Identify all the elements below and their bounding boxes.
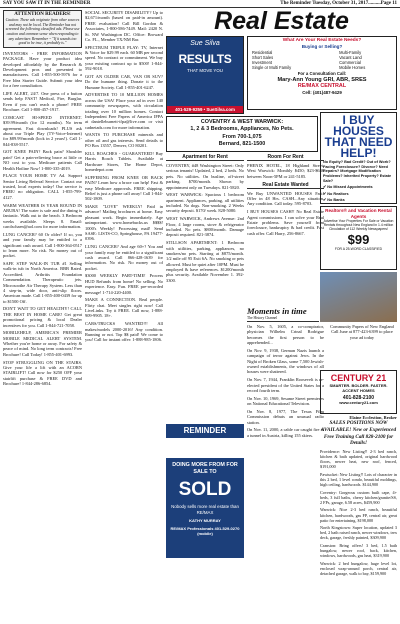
classified-ad: WARM WEATHER IS YEAR ROUND IN ARUBA! The water is safe and the dining is fantastic. Walk out to the beach. 3 Bedroom weeks available. Sleeps 8. Email: carolschaen@aol.com for more information. [3, 202, 82, 230]
bullet-item: ✔ No Banks [323, 198, 345, 203]
classified-ad: INVENTORS - FREE INFORMATION PACKAGE. Have your product idea developed affordably by the Research & Development pros and presented to manufacturers. Call 1-855-500-5976 for a Free Idea Starter Guide. Submit your idea for a free consultation. [3, 50, 82, 89]
classified-ad: SUFFERING FROM KNEE OR BACK PAIN? Learn how a brace can help! Fast & easy Medicare approvals. FREE shipping. Relief is just a phone call away! Call 1-844-502-1809. [85, 174, 163, 202]
attention-box [3, 10, 82, 48]
vacation-note [327, 324, 397, 368]
classified-ad: LUNG CANCER? 60 Or older? If so, you and your family may be entitled to a significant cash award. Call 1-800-364-0517 to learn more. No risk. No money out of pocket. [3, 231, 82, 259]
listing-item: Pawtucket: New Listing!! Lots of character in this 2 bed, 1 level condo, beautiful moldings, high ceiling, hardwoods. $144,900 [320, 471, 397, 488]
reminder-logo: REMINDER [166, 424, 244, 438]
classified-ad: PLACE YOUR HOME TV Ad. Support Senior Living Referral Service: Contact our trusted, local experts today! Our service is FREE/ no obligation. CALL 1-855-799-4127. [3, 173, 82, 200]
classified-ad: MAKE "LOVE" WEEKLY! Paid in advance! Mailing brochures at home. Easy pleasant work. Begin immediately. Age unimportant. www.homebucks.us $$$$! 1000's Weekly! Processing mail! Send SASE: LISTS-CO, Springhouse, PA 19477-0396. [85, 204, 163, 242]
agent-name: Mary-Ann Young GRI, ABR, SRES [277, 76, 367, 83]
classified-ad: ADVERTISE TO 10 MILLION HOMES across the USA! Place your ad in over 140 community newspapers, with circulation totaling over 10 million homes. Contact Independent Free Papers of America IFPA at danielleburnett-ifpa@live.com or visit cadnetads.com for more information. [85, 92, 163, 130]
apartment-column [166, 154, 244, 420]
attention-body: Caution: These ads originate from other sources and may not be local. The Reminder has not screened the following classified ads. Please use caution and common sense when responding to any advertiser. Remember ~ "If it sounds too good to be true, it probably is." [5, 18, 80, 46]
moment-item: On Nov. 7, 1944, Franklin Roosevelt is re-elected president of the United States for a record fourth term. [247, 377, 324, 393]
header-date-page: The Reminder Tuesday, October 31, 2017..........Page 11 [280, 1, 397, 6]
ad-line: From 700-1,075 [222, 133, 262, 140]
brokerage-logo: RE/MAX CENTRAL [297, 83, 347, 90]
real-estate-needs-ad [247, 36, 397, 110]
service-list [248, 50, 396, 70]
classified-ad: COVENTRY, #48 Washington Street: Only serious tenants! Updated, 2 bed, 2 beds. No pets. No utilities. On busline, off-street parking. $700/month. Shown by appointment only on Tuesdays. 821-5820. [166, 163, 244, 190]
classified-ad: WEST WARWICK: Spacious 1 bedroom apartment. Appliances, parking, all utilities included. No dogs. Non-smoking. 2 Weeks security deposit. $170/ week. 828-5080. [166, 192, 244, 214]
section-heading: Real Estate Wanted [247, 182, 324, 189]
brand-tagline: SMARTER. BOLDER. FASTER. [329, 382, 388, 388]
section-heading: Room For Rent [247, 154, 324, 161]
moment-item: On Nov. 10, 1969, Sesame Street premieres on National Educational Television. [247, 395, 324, 407]
consult-label: For a Consultation Call: [297, 71, 347, 77]
section-title: Real Estate [214, 7, 349, 35]
vacation-photo [320, 272, 397, 322]
classified-ad: DON'T WAIT TO GET HEALTHY! CALL THE BEST IN HOME CARE! Get great promotional pricing & local Dealer incentives for you. Call 1-844-721-7058. [3, 306, 82, 328]
classified-ad: WANTS TO PURCHASE minerals and other oil and gas interests. Send details to PO Box 13557, Denver, CO 80201. [85, 132, 163, 149]
ad-price: $99 [347, 231, 370, 247]
moment-item: On Nov. 8, 1977, The Texas Film Commission debuts an unusual radio station. [247, 408, 324, 425]
ad-headline: RESULTS [178, 51, 232, 66]
classified-ad: KILL ROACHES - GUARANTEED! Buy Harris Roach Tablets. Available at Hardware Stores, The Home Depot, homedepot.com [85, 150, 163, 173]
ad-note: Community Papers of New England Call June at 877-423-6399 to place your ad today [330, 324, 394, 340]
ad-line: 1, 2 & 3 Bedrooms, Appliances, No Pets. [190, 126, 294, 133]
classified-ad: $3000 WEEKLY PART-TIME! Process HUD Refunds from home! No selling. No experience. Easy. Fun. FREE pre-recorded message! 1-714-220-4400. [85, 273, 163, 295]
classified-ad: I BUY HOUSES CASH!! No Real Estate Agent commissions. I can solve your Real Estate problems. Save yourself from foreclosure, bankruptcy & bad credit. Fast cash offer. Call Harry, 256-8667. [247, 209, 324, 236]
classified-ad: We Buy UNWANTED HOUSES Fast! Offer in 48 Hrs. CASH...Any situation. Any condition. Call today. 595-8703. [247, 190, 324, 207]
ad-headline: I BUY HOUSES THAT NEED HELP! [324, 113, 393, 160]
moment-item: On Nov. 11, 2000, a cable car caught fire in a tunnel in Austria, killing 155 skiers. [247, 427, 324, 438]
broker-caption: Elaine Ecclestion, Broker [349, 415, 397, 420]
ad-title: What Are Your Real Estate Needs? [282, 38, 362, 43]
service-item: Multi-Family [339, 50, 362, 56]
classified-ad: LUNG CANCER? And age 60+? You and your family may be entitled to a significant cash award. Call 866-428-1639 for information. No risk. No money out of pocket. [85, 244, 163, 271]
century21-ad [320, 370, 397, 414]
agent-contact: RE/MAX Professionals 401-529-0270 (mobile) [170, 526, 240, 537]
service-item: Commercial [339, 60, 361, 66]
service-item: Residential [252, 50, 273, 56]
ad-line: COVENTRY & WEST WARWICK: [200, 119, 284, 125]
ad-phone: 401-529-9259 • SueSilva.com [167, 106, 243, 113]
classified-ad: LIFE ALERT, 24/7. One press of a button sends help FAST! Medical, Fire, Burglar. Even if you can't reach a phone! FREE Brochure. Call 1-800-457-1917. [3, 90, 82, 112]
service-item: Mobile Homes [339, 65, 366, 71]
agent-name: Sue Silva [190, 40, 220, 47]
classified-ad: STILLSON APARTMENT: 1 Bedroom with utilities, parking, appliances, no smokers/no pets. Starting at $875/month. 1/2 mile off 95 Exit 6A. No smoking or pets allowed. Must be quiet after 10PM. Must be employed & have references. $1200/month plus security. Available November 1. 392-3300. [166, 240, 244, 283]
listings-column [320, 420, 397, 578]
classified-ad: MOBILEHELP, AMERICA'S PREMIER MOBILE MEDICAL ALERT SYSTEM. Whether you're home or away. For safety & peace of mind. No long term contracts! Free Brochure! Call Today! 1-855-401-6993. [3, 330, 82, 357]
header-tagline: SAY YOU SAW IT IN THE REMINDER [3, 1, 91, 6]
ad-subtext: No Equity? Bad Credit? Out of Work? Facing Foreclosure? Divorce? Need Repairs? Mortgage Modification Problems? Inherited Property? Estate Sale? [323, 160, 392, 183]
agency-phone: 401-828-2100 [342, 394, 375, 401]
bullet-item: ✔ No Missed Appointments [323, 185, 373, 190]
agent-phone: Cell: (401)487-9429 [302, 90, 342, 96]
classified-column-2 [85, 10, 163, 622]
classified-ad: GOT KNEE PAIN? Back pain? Shoulder pain? Get a pain-relieving brace at little or NO cost to you. Medicare patients Call Health Hotline Now! 1-800-335-4019. [3, 149, 82, 171]
moment-item: On Nov. 9, 1938, German Nazis launch a campaign of terror against Jews. In the Night of Broken Glass, some 7,500 Jewish-owned establishments, the windows of all houses were shattered. [247, 347, 324, 375]
classified-ad: WEST WARWICK, Andrews Avenue: 2nd Floor, 4 large rooms, stove & refrigerator included. No pets. $800/month. Damage deposit required. 821-3874. [166, 216, 244, 238]
classified-ad: MAKE A CONNECTION. Real people. Flirty chat. Meet singles right now! Call LiveLinks. Try it FREE. Call now, 1-888-909-9905. 18+. [85, 297, 163, 319]
attention-title: ATTENTION READERS! [14, 12, 71, 17]
listing-item: Coventry: Gorgeous custom built cape, 4+ beds, 3 full baths, cherry kitchen/granite/SS, 2 FPs, garage, 6.58 acres, $459,900 [320, 489, 397, 505]
section-heading: Apartment for Rent [166, 154, 244, 161]
moments-in-time-title [247, 306, 319, 322]
ad-subtext: Advertise Your Properties For Sale or Vacation Rentals throughout New England in 1.4 million Circulation of 112 Weekly Newspapers! [323, 219, 394, 232]
ad-subtitle: Buying or Selling? [301, 43, 343, 49]
ad-line: Nobody sells more real estate than RE/MAX [171, 504, 239, 515]
service-item: Investment [252, 60, 273, 66]
classified-ad: COMCAST HI-SPEED INTERNET. $39.99/month (for 12 months). No term agreement. Fast downloads! PLUS ask about our Triple Play (TV-Voice-Internet) for $89.99/month (lock in 2 years!). Call 1-844-838-5517. [3, 114, 82, 147]
room-estate-column [247, 154, 324, 304]
classified-ad: PHENIX HOTEL, 18 Highland Street, West Warwick: Monthly $450; $23-$636 between Noon-5PM or 241-5185. [247, 163, 324, 179]
classified-ad: STOP STRUGGLING ON THE STAIRS. Give your life a lift with an ACORN STAIRLIFT! Call now for $250 OFF your stairlift purchase & FREE DVD and Brochure! 1-844-286-6854. [3, 359, 82, 387]
service-item: Single or Multi Family [252, 65, 292, 71]
ad-title: Realtors® and Vacation Rental Agents [325, 208, 392, 219]
classified-ad: GOT AN OLDER CAR, VAN OR SUV? Do the humane thing. Donate it to the Humane Society. Call 1-855-401-6247. [85, 73, 163, 90]
moment-item: On Nov. 5, 1605, a co-conspirator, physician Wilhelm Crinal Rodrigue becomes the first person to be apprehended... [247, 324, 324, 346]
classified-ad: CARS/TRUCKS WANTED!!! All makes/models 2000-2016! Any condition. Running or not. Top $$ paid! We come to you! Call for instant offer: 1-888-985-1806. [85, 321, 163, 343]
listing-item: Warwick: 2 bed bungalow, huge level lot, enclosed wrap-around porch, central air, detached garage, walk to bay, $159,900 [320, 560, 397, 576]
listing-item: Providence: New Listing!! 2-3 bed ranch, kitchen & bath updated, original hardwood floors, newer heat, new roof, fenced, $191,000 [320, 449, 397, 470]
sold-ad [166, 458, 244, 558]
ad-tagline: THAT MOVE YOU [187, 67, 223, 73]
listing-item: Cranston: Bring offers! 3 bed, 1.5 bath bungalow, newer roof, back, kitchen, windows, hardwoods, gas heat, $319,900 [320, 542, 397, 559]
classified-ad: SPECTRUM TRIPLE PLAY: TV, Internet & Voice for $29.99 each. 60 MB per second speed. No contract or commitment. We buy your existing contract up to $500! 1-844-592-9018. [85, 44, 163, 72]
ad-price-note: FOR A 25-WORD CLASSIFIED [334, 247, 383, 252]
suesilva-ad [166, 36, 244, 114]
moments-subtitle: The History Channel [247, 316, 278, 321]
listing-item: Warwick: Nice 2-3 bed ranch, beautiful kitchen, hardwoods, gas FP, central air, great patio for entertaining, $198,000 [320, 507, 397, 523]
agent-name: KATHY MURRAY [189, 517, 221, 523]
moments-title: Moments in time [247, 306, 307, 316]
brand-logo: CENTURY 21 [330, 373, 387, 383]
ad-headline: SOLD [178, 479, 232, 501]
agency-name: ACCENT HOMES [342, 387, 375, 393]
classified-ad: SAFE STEP WALK-IN TUB #1 Selling walk-in tub in North America. BBB Rated. Accredited. Arthritis Foundation Commendation. Therapeutic jets. Microsoothe Air Therapy System. Less than 4 step-in, wide door, anti-slip floors. American made. Call 1-855-400-0439 for up to $1500 Off. [3, 261, 82, 304]
classified-ad: SOCIAL SECURITY DISABILITY? Up to $2,671/month (based on paid-in amount). FREE evaluation! Call Bill Gordon & Associates, 1-800-586-7449. Mail: 2420 N. St. NW Washington DC. Office: Broward Co. FL., Member TX/NM Bar. [85, 10, 163, 42]
agency-url: www.century21.com [339, 399, 378, 405]
buy-houses-ad [320, 112, 397, 204]
coventry-rental-ad [166, 116, 318, 152]
listings-heading: SALES POSITIONS NOW AVAILABLE! New or Experienced Free Training Call 828-2100 for Details! [320, 420, 397, 447]
vacation-rental-ad [320, 206, 397, 270]
ad-line: Bernard, 821-1500 [218, 140, 266, 147]
classified-column-1 [3, 10, 82, 622]
service-item: Short Sales [252, 55, 274, 61]
moments-column [247, 324, 324, 622]
bullet-item: ✔ No Realtors [323, 191, 349, 196]
ad-line: DOING MORE FROM FOR SALE TO [172, 462, 238, 476]
listing-item: North Kingstown: Super location, updated 3 bed, 2 bath raised ranch, newer windows, trex deck, garage, freshly painted, $309,900 [320, 525, 397, 541]
service-item: Vacant Land [339, 55, 362, 61]
